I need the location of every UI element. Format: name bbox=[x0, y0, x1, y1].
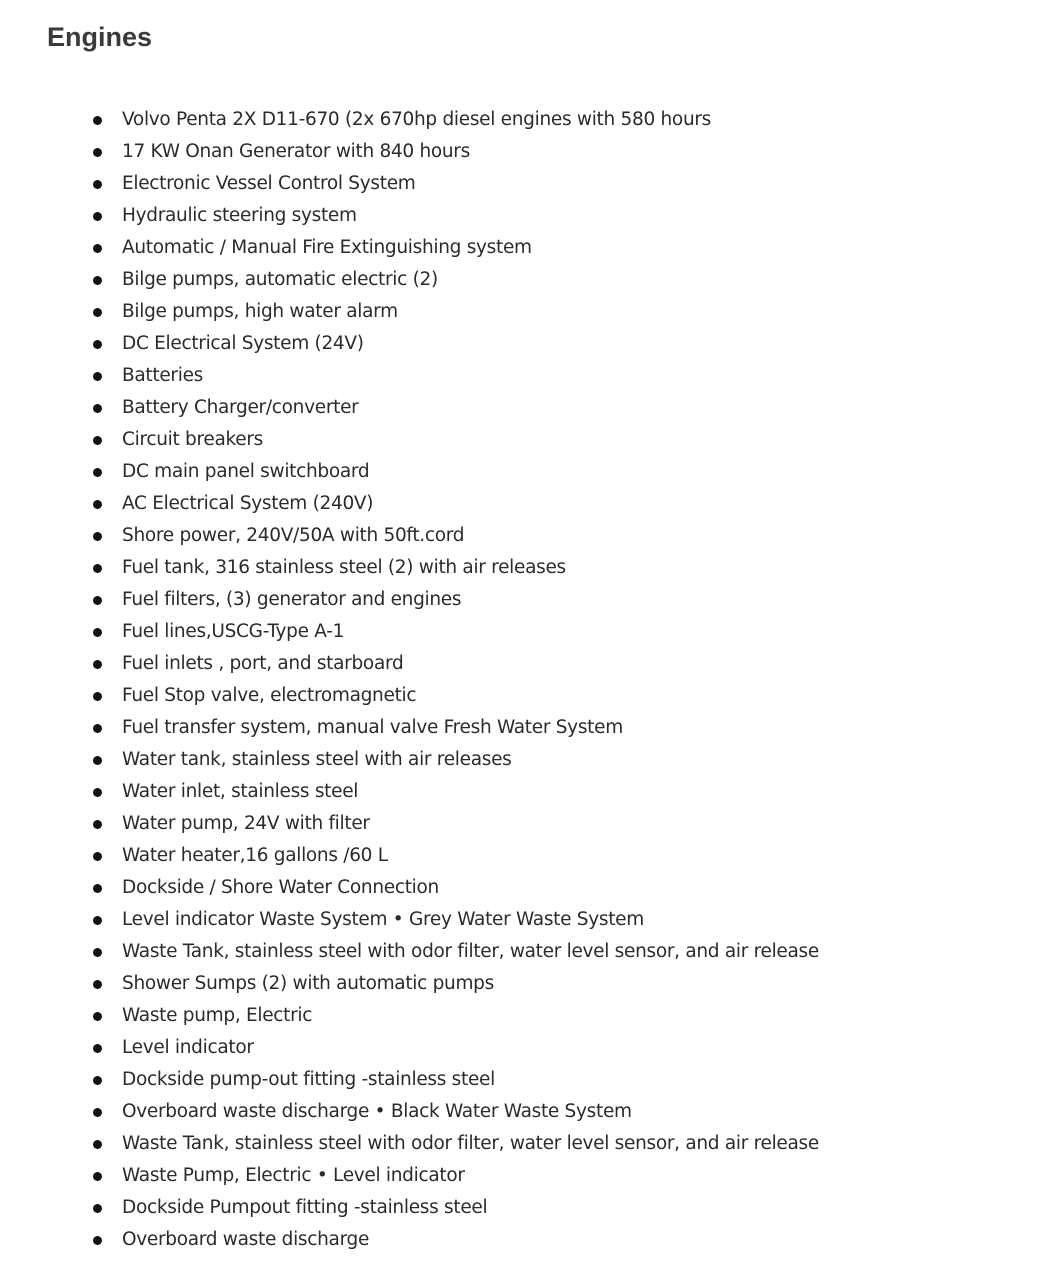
list-item bbox=[0, 520, 819, 552]
list-item-text: Shore power, 240V/50A with 50ft.cord bbox=[122, 525, 465, 546]
list-item bbox=[0, 1160, 819, 1192]
list-item bbox=[0, 232, 819, 264]
list-item-text: Volvo Penta 2X D11-670 (2x 670hp diesel engines with 580 hours bbox=[122, 109, 712, 130]
list-item bbox=[0, 1192, 819, 1224]
list-item bbox=[0, 1128, 819, 1160]
list-item bbox=[0, 808, 819, 840]
bullet-icon bbox=[93, 788, 102, 797]
list-item-text: Bilge pumps, automatic electric (2) bbox=[122, 269, 438, 290]
list-item bbox=[0, 200, 819, 232]
bullet-icon bbox=[93, 756, 102, 765]
list-item-text: Fuel Stop valve, electromagnetic bbox=[122, 685, 417, 706]
list-item bbox=[0, 872, 819, 904]
bullet-icon bbox=[93, 884, 102, 893]
list-item-text: Dockside pump-out fitting -stainless steel bbox=[122, 1069, 495, 1090]
bullet-icon bbox=[93, 1172, 102, 1181]
bullet-icon bbox=[93, 308, 102, 317]
bullet-icon bbox=[93, 404, 102, 413]
section-title: Engines bbox=[47, 22, 153, 52]
bullet-icon bbox=[93, 980, 102, 989]
bullet-icon bbox=[93, 1012, 102, 1021]
bullet-icon bbox=[93, 212, 102, 221]
list-item bbox=[0, 936, 819, 968]
list-item bbox=[0, 680, 819, 712]
bullet-icon bbox=[93, 244, 102, 253]
list-item bbox=[0, 104, 819, 136]
list-item-text: Level indicator Waste System • Grey Water Waste System bbox=[122, 909, 644, 930]
list-item-text: Fuel filters, (3) generator and engines bbox=[122, 589, 462, 610]
list-item bbox=[0, 328, 819, 360]
list-item-text: Electronic Vessel Control System bbox=[122, 173, 416, 194]
bullet-icon bbox=[93, 628, 102, 637]
list-item-text: Level indicator bbox=[122, 1037, 254, 1058]
list-item bbox=[0, 456, 819, 488]
bullet-icon bbox=[93, 852, 102, 861]
list-item-text: Fuel lines,USCG-Type A-1 bbox=[122, 621, 345, 642]
list-item-text: Hydraulic steering system bbox=[122, 205, 357, 226]
bullet-icon bbox=[93, 1044, 102, 1053]
bullet-icon bbox=[93, 724, 102, 733]
list-item-text: DC Electrical System (24V) bbox=[122, 333, 364, 354]
list-item-text: Circuit breakers bbox=[122, 429, 263, 450]
bullet-icon bbox=[93, 660, 102, 669]
list-item-text: Water heater,16 gallons /60 L bbox=[122, 845, 388, 866]
list-item-text: Dockside / Shore Water Connection bbox=[122, 877, 439, 898]
bullet-icon bbox=[93, 436, 102, 445]
bullet-icon bbox=[93, 820, 102, 829]
bullet-icon bbox=[93, 500, 102, 509]
bullet-icon bbox=[93, 1076, 102, 1085]
list-item-text: Battery Charger/converter bbox=[122, 397, 359, 418]
engine-spec-list bbox=[0, 104, 819, 1256]
bullet-icon bbox=[93, 276, 102, 285]
list-item-text: Overboard waste discharge bbox=[122, 1229, 370, 1250]
bullet-icon bbox=[93, 1236, 102, 1245]
bullet-icon bbox=[93, 116, 102, 125]
list-item-text: AC Electrical System (240V) bbox=[122, 493, 374, 514]
list-item bbox=[0, 488, 819, 520]
list-item bbox=[0, 776, 819, 808]
bullet-icon bbox=[93, 532, 102, 541]
list-item bbox=[0, 904, 819, 936]
list-item bbox=[0, 168, 819, 200]
list-item bbox=[0, 392, 819, 424]
bullet-icon bbox=[93, 692, 102, 701]
list-item-text: Waste Pump, Electric • Level indicator bbox=[122, 1165, 465, 1186]
list-item bbox=[0, 360, 819, 392]
list-item bbox=[0, 1096, 819, 1128]
bullet-icon bbox=[93, 564, 102, 573]
list-item bbox=[0, 648, 819, 680]
list-item-text: 17 KW Onan Generator with 840 hours bbox=[122, 141, 470, 162]
bullet-icon bbox=[93, 468, 102, 477]
bullet-icon bbox=[93, 1108, 102, 1117]
list-item bbox=[0, 968, 819, 1000]
bullet-icon bbox=[93, 340, 102, 349]
list-item bbox=[0, 1000, 819, 1032]
list-item bbox=[0, 552, 819, 584]
list-item bbox=[0, 1064, 819, 1096]
list-item bbox=[0, 840, 819, 872]
list-item-text: Water pump, 24V with filter bbox=[122, 813, 370, 834]
list-item bbox=[0, 1032, 819, 1064]
list-item-text: Fuel transfer system, manual valve Fresh Water System bbox=[122, 717, 623, 738]
bullet-icon bbox=[93, 596, 102, 605]
bullet-icon bbox=[93, 948, 102, 957]
list-item bbox=[0, 744, 819, 776]
bullet-icon bbox=[93, 1140, 102, 1149]
list-item-text: DC main panel switchboard bbox=[122, 461, 370, 482]
list-item-text: Waste pump, Electric bbox=[122, 1005, 313, 1026]
list-item-text: Overboard waste discharge • Black Water Waste System bbox=[122, 1101, 632, 1122]
bullet-icon bbox=[93, 916, 102, 925]
bullet-icon bbox=[93, 148, 102, 157]
list-item-text: Batteries bbox=[122, 365, 203, 386]
list-item bbox=[0, 712, 819, 744]
list-item-text: Fuel tank, 316 stainless steel (2) with air releases bbox=[122, 557, 566, 578]
list-item bbox=[0, 296, 819, 328]
list-item-text: Water tank, stainless steel with air releases bbox=[122, 749, 512, 770]
list-item-text: Shower Sumps (2) with automatic pumps bbox=[122, 973, 494, 994]
list-item bbox=[0, 616, 819, 648]
bullet-icon bbox=[93, 1204, 102, 1213]
list-item-text: Bilge pumps, high water alarm bbox=[122, 301, 398, 322]
list-item bbox=[0, 584, 819, 616]
list-item bbox=[0, 136, 819, 168]
list-item-text: Waste Tank, stainless steel with odor filter, water level sensor, and air release bbox=[122, 1133, 819, 1154]
bullet-icon bbox=[93, 180, 102, 189]
list-item-text: Dockside Pumpout fitting -stainless steel bbox=[122, 1197, 488, 1218]
list-item bbox=[0, 424, 819, 456]
list-item bbox=[0, 264, 819, 296]
list-item-text: Fuel inlets , port, and starboard bbox=[122, 653, 404, 674]
list-item-text: Water inlet, stainless steel bbox=[122, 781, 359, 802]
list-item bbox=[0, 1224, 819, 1256]
list-item-text: Waste Tank, stainless steel with odor filter, water level sensor, and air release bbox=[122, 941, 819, 962]
bullet-icon bbox=[93, 372, 102, 381]
list-item-text: Automatic / Manual Fire Extinguishing system bbox=[122, 237, 532, 258]
